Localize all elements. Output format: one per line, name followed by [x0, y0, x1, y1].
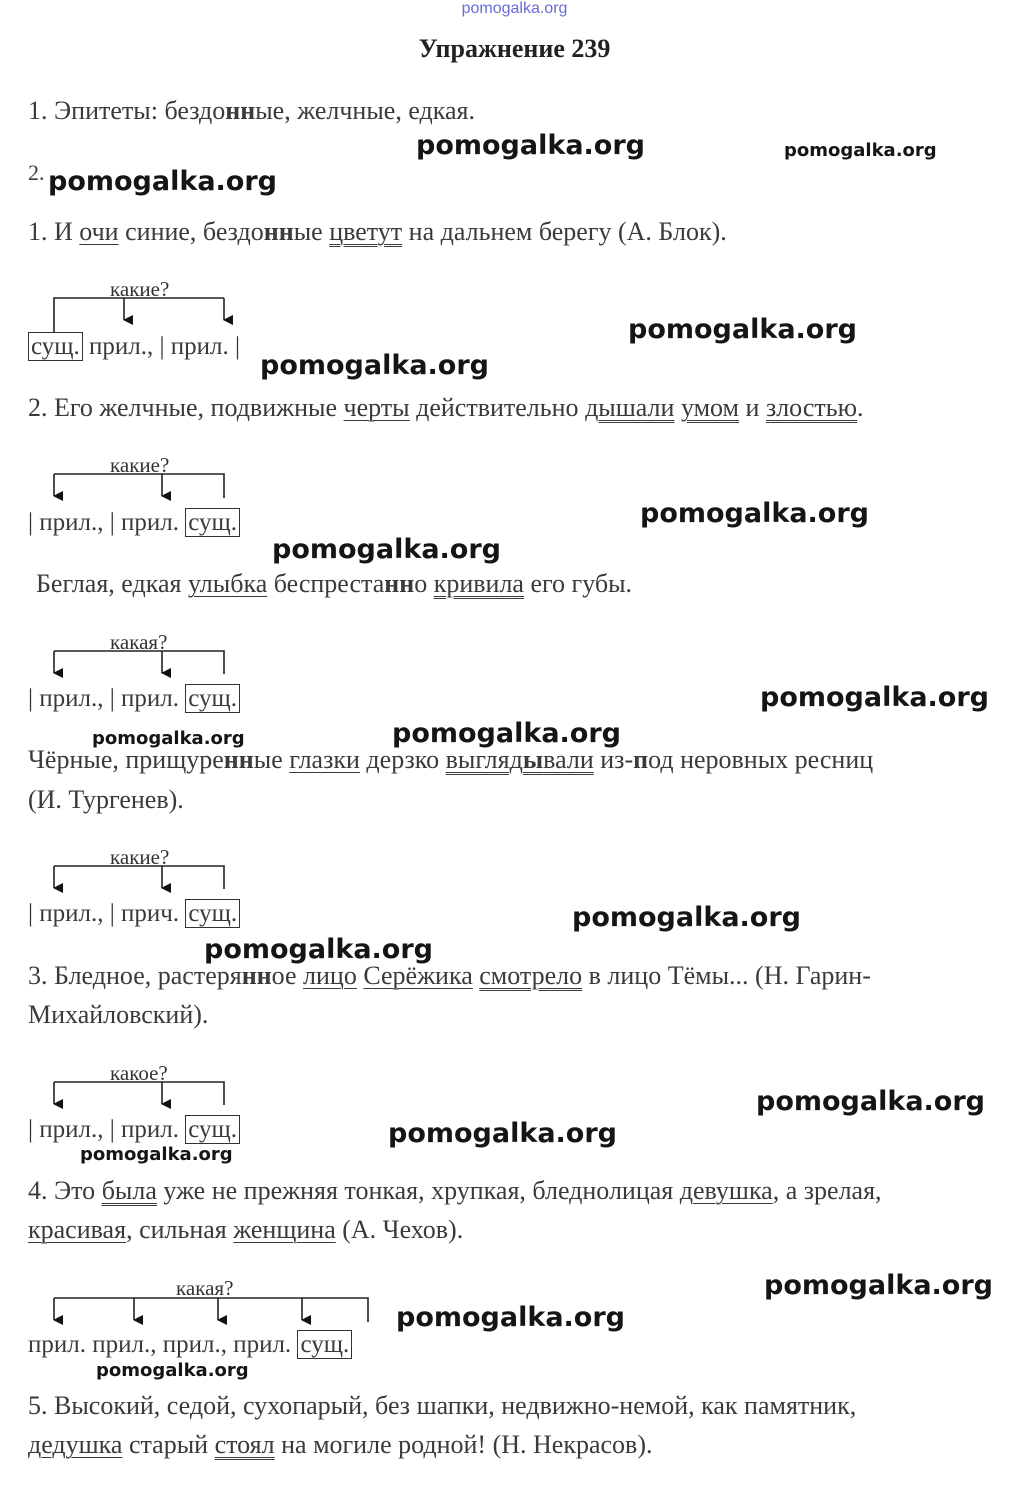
scheme-3-question: какая?	[110, 630, 168, 654]
watermark: pomogalka.org	[92, 728, 245, 749]
watermark: pomogalka.org	[640, 498, 869, 529]
watermark: pomogalka.org	[628, 314, 857, 345]
sentence-7-line-2: дедушка старый стоял на могиле родной! (Н. Некрасов).	[28, 1430, 653, 1459]
sentence-5-author: Михайловский).	[28, 1000, 209, 1029]
sentence-1: 1. И очи синие, бездонные цветут на дальнем берегу (А. Блок).	[28, 217, 727, 246]
scheme-3: | прил., | прил. сущ.	[28, 685, 240, 713]
scheme-1-question: какие?	[110, 277, 170, 301]
watermark: pomogalka.org	[416, 130, 645, 161]
sentence-6-line-2: красивая, сильная женщина (А. Чехов).	[28, 1215, 464, 1244]
watermark: pomogalka.org	[204, 934, 433, 965]
scheme-2-question: какие?	[110, 453, 170, 477]
watermark: pomogalka.org	[396, 1302, 625, 1333]
watermark: pomogalka.org	[272, 534, 501, 565]
watermark: pomogalka.org	[260, 350, 489, 381]
item-2-number: 2.	[28, 160, 45, 185]
sentence-4-author: (И. Тургенев).	[28, 785, 184, 814]
sentence-7: 5. Высокий, седой, сухопарый, без шапки, недвижно-немой, как памятник,	[28, 1391, 857, 1420]
scheme-2: | прил., | прил. сущ.	[28, 509, 240, 537]
scheme-5-question: какое?	[110, 1061, 168, 1085]
watermark: pomogalka.org	[392, 718, 621, 749]
watermark: pomogalka.org	[48, 166, 277, 197]
scheme-6: прил. прил., прил., прил. сущ.	[28, 1331, 352, 1359]
scheme-4-question: какие?	[110, 845, 170, 869]
watermark: pomogalka.org	[756, 1086, 985, 1117]
page-title: Упражнение 239	[418, 34, 611, 63]
sentence-5: 3. Бледное, растерянное лицо Серёжика смотрело в лицо Тёмы... (Н. Гарин-	[28, 961, 871, 990]
sentence-4: Чёрные, прищуренные глазки дерзко выглядывали из-под неровных ресниц	[28, 745, 874, 774]
watermark: pomogalka.org	[388, 1118, 617, 1149]
sentence-3: Беглая, едкая улыбка беспрестанно кривила его губы.	[36, 569, 633, 598]
source-link[interactable]: pomogalka.org	[461, 0, 568, 17]
scheme-6-question: какая?	[176, 1276, 234, 1300]
scheme-5: | прил., | прил. сущ.	[28, 1116, 240, 1144]
item-1-epithets: 1. Эпитеты: бездонные, желчные, едкая.	[28, 96, 476, 125]
watermark: pomogalka.org	[80, 1144, 233, 1165]
watermark: pomogalka.org	[572, 902, 801, 933]
scheme-4: | прил., | прич. сущ.	[28, 900, 240, 928]
watermark: pomogalka.org	[96, 1360, 249, 1381]
sentence-2: 2. Его желчные, подвижные черты действительно дышали умом и злостью.	[28, 393, 864, 422]
scheme-1: сущ. прил., | прил. |	[28, 333, 240, 361]
watermark: pomogalka.org	[760, 682, 989, 713]
watermark: pomogalka.org	[764, 1270, 993, 1301]
watermark: pomogalka.org	[784, 140, 937, 161]
sentence-6: 4. Это была уже не прежняя тонкая, хрупкая, бледнолицая девушка, а зрелая,	[28, 1176, 882, 1205]
